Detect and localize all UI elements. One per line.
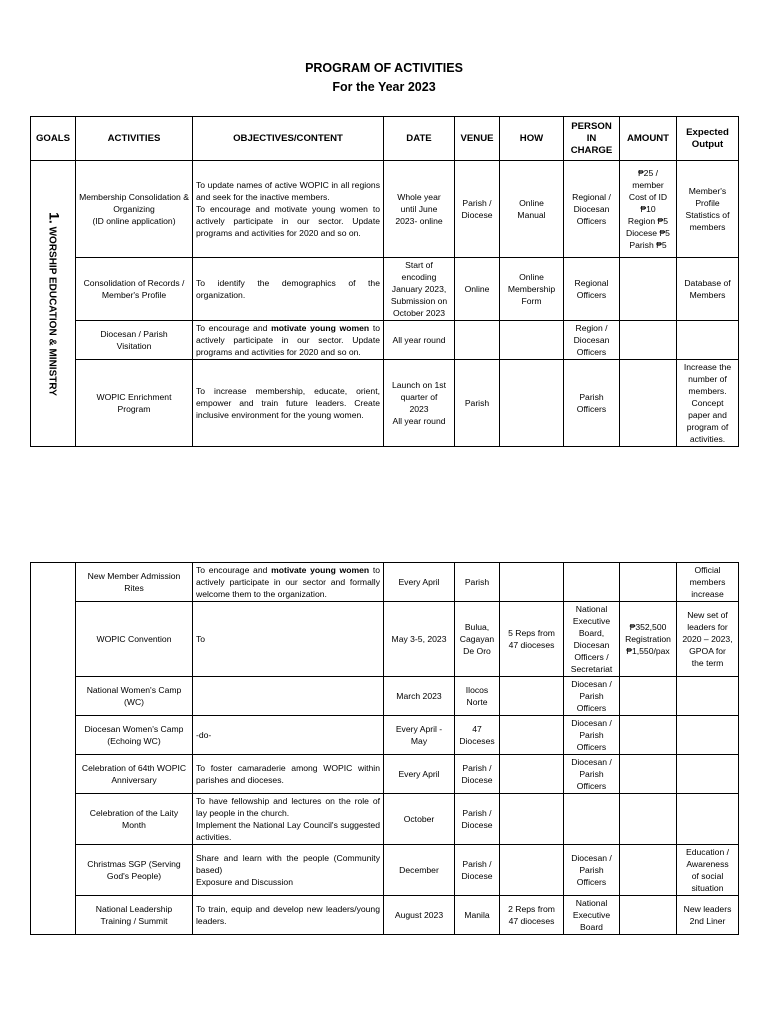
venue-cell: [455, 794, 500, 845]
cell-line: Parish: [579, 865, 604, 875]
cell-line: ₱25 /: [637, 168, 659, 178]
col-header-output: Expected Output: [677, 117, 739, 161]
cell-line: Celebration of the Laity: [89, 808, 179, 818]
cell-line: Statistics of: [685, 210, 730, 220]
document-title: PROGRAM OF ACTIVITIES: [305, 61, 463, 75]
venue-cell: [455, 716, 500, 755]
venue-cell: [455, 845, 500, 896]
amount-cell: [620, 602, 677, 677]
cell-line: Regional: [574, 278, 609, 288]
activities-table-2: [30, 562, 739, 935]
output-cell: [677, 845, 739, 896]
cell-line: Officers: [576, 703, 607, 713]
cell-line: encoding: [401, 272, 437, 282]
person-cell: [564, 321, 620, 360]
venue-cell: [455, 563, 500, 602]
cell-line: Rites: [124, 583, 144, 593]
cell-line: Diocesan: [573, 640, 610, 650]
cell-line: Parish /: [462, 763, 492, 773]
cell-line: GPOA for: [689, 646, 726, 656]
amount-cell: [620, 716, 677, 755]
cell-line: De Oro: [463, 646, 491, 656]
person-cell: [564, 845, 620, 896]
table-row: [31, 677, 739, 716]
col-header-goals: GOALS: [31, 117, 76, 161]
activity-cell: [76, 716, 193, 755]
cell-line: ₱1,550/pax: [626, 646, 670, 656]
cell-line: National Women's Camp: [86, 685, 182, 695]
cell-line: October: [403, 814, 435, 824]
cell-line: Officers: [576, 347, 607, 357]
header-row: [31, 117, 739, 161]
how-cell: [500, 755, 564, 794]
cell-line: Membership Consolidation & Organizing: [79, 192, 189, 214]
cell-line: the term: [691, 658, 724, 668]
cell-line: Officers: [576, 290, 607, 300]
activity-cell: [76, 258, 193, 321]
col-header-venue: VENUE: [455, 117, 500, 161]
date-cell: [384, 896, 455, 935]
objective-emphasis: motivate young women: [271, 565, 370, 575]
objective-cell: [193, 321, 384, 360]
document-subtitle: For the Year 2023: [332, 80, 436, 94]
date-cell: [384, 794, 455, 845]
cell-line: 2020 – 2023,: [682, 634, 733, 644]
person-cell: [564, 161, 620, 258]
cell-line: Increase the: [683, 362, 732, 372]
how-cell: [500, 602, 564, 677]
objective-cell: [193, 716, 384, 755]
cell-line: ₱352,500: [629, 622, 667, 632]
cell-line: Parish: [579, 691, 604, 701]
cell-line: Cost of ID: [628, 192, 668, 202]
cell-line: number of: [688, 374, 727, 384]
cell-line: increase: [691, 589, 724, 599]
cell-line: Officers /: [574, 652, 609, 662]
cell-line: Officers: [576, 404, 607, 414]
cell-line: Membership: [507, 284, 556, 294]
activity-cell: [76, 896, 193, 935]
cell-line: Officers: [576, 781, 607, 791]
cell-line: Diocesan Women's Camp: [84, 724, 184, 734]
cell-line: March 2023: [396, 691, 442, 701]
activity-cell: [76, 563, 193, 602]
cell-line: Launch on 1st: [392, 380, 446, 390]
cell-line: Diocese: [461, 871, 493, 881]
how-cell: [500, 794, 564, 845]
output-cell: [677, 716, 739, 755]
activity-cell: [76, 161, 193, 258]
cell-line: Every April: [398, 577, 440, 587]
cell-line: Start of: [405, 260, 433, 270]
cell-line: leaders for: [687, 622, 728, 632]
cell-line: National: [575, 898, 608, 908]
cell-line: Executive: [572, 616, 611, 626]
cell-line: Awareness: [686, 859, 729, 869]
cell-line: activities.: [689, 434, 726, 444]
cell-line: WOPIC Convention: [96, 634, 172, 644]
cell-line: situation: [691, 883, 724, 893]
cell-line: May 3-5, 2023: [391, 634, 447, 644]
cell-line: Online: [519, 272, 544, 282]
cell-line: Anniversary: [111, 775, 157, 785]
date-cell: [384, 716, 455, 755]
cell-line: New set of: [687, 610, 728, 620]
amount-cell: [620, 258, 677, 321]
table-row: [31, 321, 739, 360]
cell-line: All year round: [392, 416, 446, 426]
cell-line: Officers: [576, 742, 607, 752]
cell-line: Form: [521, 296, 542, 306]
output-cell: [677, 321, 739, 360]
cell-line: Diocesan: [573, 204, 610, 214]
objective-cell: [193, 677, 384, 716]
cell-line: Online: [464, 284, 490, 294]
date-cell: [384, 602, 455, 677]
output-cell: [677, 896, 739, 935]
table-row: [31, 794, 739, 845]
cell-line: Celebration of 64th WOPIC: [81, 763, 187, 773]
cell-line: Database of: [684, 278, 731, 288]
cell-line: Submission on: [390, 296, 448, 306]
amount-cell: [620, 161, 677, 258]
cell-line: Parish /: [462, 859, 492, 869]
cell-line: Visitation: [116, 341, 152, 351]
cell-line: Exposure and Discussion: [196, 877, 293, 887]
activity-cell: [76, 677, 193, 716]
amount-cell: [620, 563, 677, 602]
date-cell: [384, 755, 455, 794]
cell-line: August 2023: [394, 910, 444, 920]
cell-line: Ilocos: [465, 685, 489, 695]
objective-emphasis: motivate young women: [271, 323, 370, 333]
cell-line: Online: [519, 198, 544, 208]
cell-line: Registration: [625, 634, 671, 644]
amount-cell: [620, 360, 677, 447]
date-cell: [384, 321, 455, 360]
cell-line: January 2023,: [391, 284, 447, 294]
cell-line: All year round: [392, 335, 446, 345]
table-row: [31, 161, 739, 258]
cell-line: Manila: [464, 910, 490, 920]
cell-line: Officers: [576, 877, 607, 887]
activity-cell: [76, 321, 193, 360]
cell-line: (Echoing WC): [107, 736, 161, 746]
cell-line: Diocese: [461, 820, 493, 830]
objective-text: to actively participate in our sector. Update programs and activities for 2020 and so on.: [196, 323, 380, 357]
col-header-amount: AMOUNT: [620, 117, 677, 161]
objective-text: To encourage and: [196, 323, 272, 333]
cell-line: Diocesan / Parish: [100, 329, 168, 339]
cell-line: To have fellowship and lectures on the role of lay people in the church.: [196, 796, 380, 818]
cell-line: Bulua,: [464, 622, 490, 632]
cell-line: Diocese: [461, 210, 493, 220]
cell-line: Parish: [464, 577, 490, 587]
cell-line: Norte: [466, 697, 488, 707]
cell-line: May: [410, 736, 428, 746]
amount-cell: [620, 321, 677, 360]
cell-line: To update names of active WOPIC in all regions and seek for the inactive members.: [196, 180, 380, 202]
how-cell: [500, 716, 564, 755]
cell-line: New Member Admission: [87, 571, 181, 581]
cell-line: To foster camaraderie among WOPIC within parishes and dioceses.: [196, 763, 380, 785]
cell-line: To identify the demographics of the organization.: [196, 278, 380, 300]
cell-line: (WC): [123, 697, 145, 707]
date-cell: [384, 677, 455, 716]
how-cell: [500, 360, 564, 447]
cell-line: Member's Profile: [101, 290, 167, 300]
how-cell: [500, 563, 564, 602]
cell-line: Program: [117, 404, 151, 414]
table-row: [31, 896, 739, 935]
person-cell: [564, 794, 620, 845]
objective-cell: [193, 360, 384, 447]
goal-number: 1.: [46, 211, 63, 224]
date-cell: [384, 258, 455, 321]
cell-line: Diocesan: [573, 335, 610, 345]
cell-line: Diocesan /: [571, 757, 612, 767]
cell-line: Diocesan /: [571, 679, 612, 689]
activity-cell: [76, 794, 193, 845]
objective-cell: [193, 258, 384, 321]
person-cell: [564, 258, 620, 321]
cell-line: New leaders: [683, 904, 732, 914]
cell-line: ₱10: [640, 204, 656, 214]
cell-line: 5 Reps from: [508, 628, 555, 638]
objective-cell: [193, 845, 384, 896]
cell-line: Parish: [464, 398, 490, 408]
cell-line: Implement the National Lay Council's suggested activities.: [196, 820, 380, 842]
cell-line: Board: [580, 922, 603, 932]
person-cell: [564, 755, 620, 794]
output-cell: [677, 161, 739, 258]
cell-line: Consolidation of Records /: [83, 278, 185, 288]
activity-cell: [76, 602, 193, 677]
cell-line: of social: [691, 871, 724, 881]
amount-cell: [620, 755, 677, 794]
output-cell: [677, 755, 739, 794]
venue-cell: [455, 321, 500, 360]
cell-line: Parish ₱5: [629, 240, 667, 250]
col-header-date: DATE: [384, 117, 455, 161]
objective-text: to actively participate in our sector and formally welcome them to the organization.: [196, 565, 380, 599]
output-cell: [677, 563, 739, 602]
cell-line: 47 dioceses: [508, 640, 555, 650]
col-header-person: PERSON IN CHARGE: [564, 117, 620, 161]
date-cell: [384, 161, 455, 258]
table-row: [31, 258, 739, 321]
cell-line: God's People): [106, 871, 162, 881]
cell-line: Education /: [686, 847, 729, 857]
table-row: [31, 563, 739, 602]
cell-line: 2023: [409, 404, 429, 414]
goal-cell: [31, 563, 76, 935]
cell-line: Profile: [695, 198, 720, 208]
date-cell: [384, 360, 455, 447]
venue-cell: [455, 602, 500, 677]
date-cell: [384, 845, 455, 896]
cell-line: Parish: [579, 392, 604, 402]
cell-line: Every April: [398, 769, 440, 779]
cell-line: (ID online application): [92, 216, 176, 226]
cell-line: WOPIC Enrichment: [96, 392, 172, 402]
cell-line: quarter of: [400, 392, 438, 402]
cell-line: Official: [694, 565, 721, 575]
cell-line: paper and: [688, 410, 727, 420]
cell-line: members: [689, 577, 726, 587]
cell-line: Parish: [579, 730, 604, 740]
date-cell: [384, 563, 455, 602]
col-header-how: HOW: [500, 117, 564, 161]
cell-line: 2 Reps from: [508, 904, 555, 914]
cell-line: To increase membership, educate, orient, empower and train future leaders. Create inclusive environment for the young women.: [196, 386, 380, 420]
venue-cell: [455, 161, 500, 258]
cell-line: 2nd Liner: [689, 916, 726, 926]
cell-line: Diocese: [461, 775, 493, 785]
venue-cell: [455, 258, 500, 321]
cell-line: Parish: [579, 769, 604, 779]
goal-label: [46, 212, 61, 396]
output-cell: [677, 677, 739, 716]
activity-cell: [76, 845, 193, 896]
cell-line: Every April -: [395, 724, 443, 734]
how-cell: [500, 845, 564, 896]
table-row: [31, 602, 739, 677]
cell-line: To: [196, 634, 206, 644]
output-cell: [677, 794, 739, 845]
goal-name: WORSHIP EDUCATION & MINISTRY: [46, 223, 58, 396]
how-cell: [500, 258, 564, 321]
person-cell: [564, 602, 620, 677]
cell-line: Diocesan /: [571, 718, 612, 728]
how-cell: [500, 321, 564, 360]
amount-cell: [620, 677, 677, 716]
cell-line: Parish /: [462, 198, 492, 208]
cell-line: 47 dioceses: [508, 916, 555, 926]
amount-cell: [620, 896, 677, 935]
cell-line: 47: [472, 724, 482, 734]
amount-cell: [620, 845, 677, 896]
cell-line: Christmas SGP (Serving: [87, 859, 181, 869]
cell-line: Regional /: [572, 192, 611, 202]
venue-cell: [455, 677, 500, 716]
cell-line: until June: [400, 204, 438, 214]
venue-cell: [455, 896, 500, 935]
table-row: [31, 360, 739, 447]
cell-line: Diocesan /: [571, 853, 612, 863]
amount-cell: [620, 794, 677, 845]
cell-line: Manual: [517, 210, 546, 220]
objective-cell: [193, 602, 384, 677]
person-cell: [564, 563, 620, 602]
objective-cell: [193, 896, 384, 935]
output-cell: [677, 258, 739, 321]
cell-line: National Leadership: [95, 904, 173, 914]
person-cell: [564, 360, 620, 447]
venue-cell: [455, 755, 500, 794]
cell-line: members: [689, 222, 726, 232]
cell-line: Whole year: [397, 192, 441, 202]
goal-cell: [31, 161, 76, 447]
cell-line: Member's: [688, 186, 727, 196]
how-cell: [500, 161, 564, 258]
cell-line: Concept: [691, 398, 724, 408]
how-cell: [500, 896, 564, 935]
cell-line: Executive: [572, 910, 611, 920]
cell-line: -do-: [196, 730, 212, 740]
cell-line: October 2023: [392, 308, 446, 318]
cell-line: Share and learn with the people (Community based): [196, 853, 380, 875]
activity-cell: [76, 360, 193, 447]
cell-line: members.: [688, 386, 727, 396]
person-cell: [564, 677, 620, 716]
cell-line: Parish /: [462, 808, 492, 818]
cell-line: Members: [689, 290, 726, 300]
cell-line: Cagayan: [459, 634, 495, 644]
cell-line: Region ₱5: [627, 216, 669, 226]
objective-cell: [193, 161, 384, 258]
how-cell: [500, 677, 564, 716]
cell-line: Diocese ₱5: [626, 228, 670, 238]
col-header-objectives: OBJECTIVES/CONTENT: [193, 117, 384, 161]
cell-line: Officers: [576, 216, 607, 226]
cell-line: program of: [686, 422, 729, 432]
table-row: [31, 716, 739, 755]
cell-line: Training / Summit: [100, 916, 168, 926]
cell-line: Board,: [578, 628, 605, 638]
person-cell: [564, 716, 620, 755]
activity-cell: [76, 755, 193, 794]
cell-line: Secretariat: [570, 664, 613, 674]
cell-line: December: [399, 865, 439, 875]
table-row: [31, 755, 739, 794]
objective-cell: [193, 563, 384, 602]
cell-line: Region /: [575, 323, 608, 333]
col-header-activities: ACTIVITIES: [76, 117, 193, 161]
cell-line: Dioceses: [459, 736, 495, 746]
venue-cell: [455, 360, 500, 447]
objective-cell: [193, 755, 384, 794]
cell-line: 2023- online: [395, 216, 443, 226]
objective-text: To encourage and: [196, 565, 272, 575]
cell-line: member: [632, 180, 664, 190]
objective-cell: [193, 794, 384, 845]
cell-line: To encourage and motivate young women to actively participate in our sector. Update programs and activities for 2020 and so on.: [196, 204, 380, 238]
cell-line: To train, equip and develop new leaders/young leaders.: [196, 904, 380, 926]
output-cell: [677, 360, 739, 447]
activities-table-1: [30, 116, 739, 447]
cell-line: National: [575, 604, 608, 614]
person-cell: [564, 896, 620, 935]
output-cell: [677, 602, 739, 677]
cell-line: Month: [122, 820, 146, 830]
table-row: [31, 845, 739, 896]
